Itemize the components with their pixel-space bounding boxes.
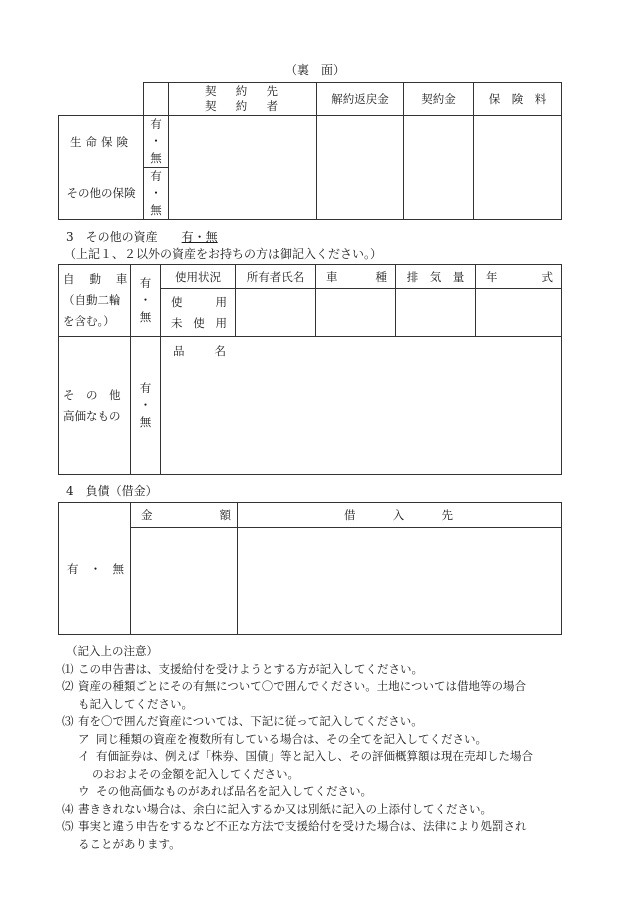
contract-header: 契 約 先 契 約 者 [169,83,317,116]
displacement-cell [396,289,476,337]
section3-yesno: 有・無 [181,230,218,244]
other-valuables-yesno: 有 ・ 無 [131,337,161,475]
other-insurance-label: その他の保険 [59,168,144,220]
section3-heading: 3 その他の資産 有・無 [66,230,218,244]
assets-table [58,264,562,475]
note-item: ⑷ 書ききれない場合は、余白に記入するか又は別紙に記入の上添付してください。 [62,801,492,816]
year-header: 年 式 [476,265,562,289]
lender-header: 借 入 先 [238,503,562,528]
displacement-header: 排 気 量 [396,265,476,289]
lender-cell [238,528,562,635]
notes-section [62,643,572,853]
section3-subnote: （上記１、２以外の資産をお持ちの方は御記入ください。） [64,247,383,261]
section4-heading: 4 負債（借金） [66,484,158,498]
note-item: ⑴ この申告書は、支援給付を受けようとする方が記入してください。 [62,661,423,676]
debt-yesno: 有 ・ 無 [59,503,131,635]
note-item: ⑸ 事実と違う申告をするなど不正な方法で支援給付を受けた場合は、法律により処罰され [62,819,527,833]
note-sub-item: イ 有価証券は、例えば「株券、国債」等と記入し、その評価概算額は現在売却した場合 [78,749,533,763]
debt-table [58,502,562,635]
usage-header: 使用状況 [161,265,236,289]
note-continuation: も記入してください。 [78,696,193,711]
refund-cell [317,116,404,220]
note-item: ⑶ 有を〇で囲んだ資産については、下記に従って記入してください。 [62,714,423,728]
premium-header: 保 険 料 [474,83,562,116]
contract-cell [169,116,317,220]
contract-amount-cell [404,116,474,220]
vehicle-label: 自 動 車 （自動二輪 を含む。） [59,265,131,337]
insurance-table [58,82,562,220]
vehicle-yesno: 有 ・ 無 [131,265,161,337]
page-title: （裏 面） [284,63,345,77]
car-type-header: 車 種 [316,265,396,289]
other-valuables-label: そ の 他 高価なもの [59,337,131,475]
note-item: ⑵ 資産の種類ごとにその有無について〇で囲んでください。土地については借地等の場合 [62,679,527,693]
item-name-cell: 品 名 [161,337,562,475]
amount-cell [131,528,238,635]
usage-options: 使 用 未 使 用 [161,289,236,337]
note-continuation: のおおよその金額を記入してください。 [92,766,299,781]
amount-header: 金 額 [131,503,238,528]
owner-cell [236,289,316,337]
owner-header: 所有者氏名 [236,265,316,289]
car-type-cell [316,289,396,337]
refund-header: 解約返戻金 [317,83,404,116]
other-insurance-yesno: 有 ・ 無 [144,168,169,220]
year-cell [476,289,562,337]
note-sub-item: ウ その他高価なものがあれば品名を記入してください。 [78,784,372,798]
life-insurance-yesno: 有 ・ 無 [144,116,169,168]
notes-heading: （記入上の注意） [66,644,158,658]
contract-amount-header: 契約金 [404,83,474,116]
life-insurance-label: 生命保険 [59,116,144,168]
premium-cell [474,116,562,220]
note-sub-item: ア 同じ種類の資産を複数所有している場合は、その全てを記入してください。 [78,731,487,746]
note-continuation: ることがあります。 [78,836,181,851]
